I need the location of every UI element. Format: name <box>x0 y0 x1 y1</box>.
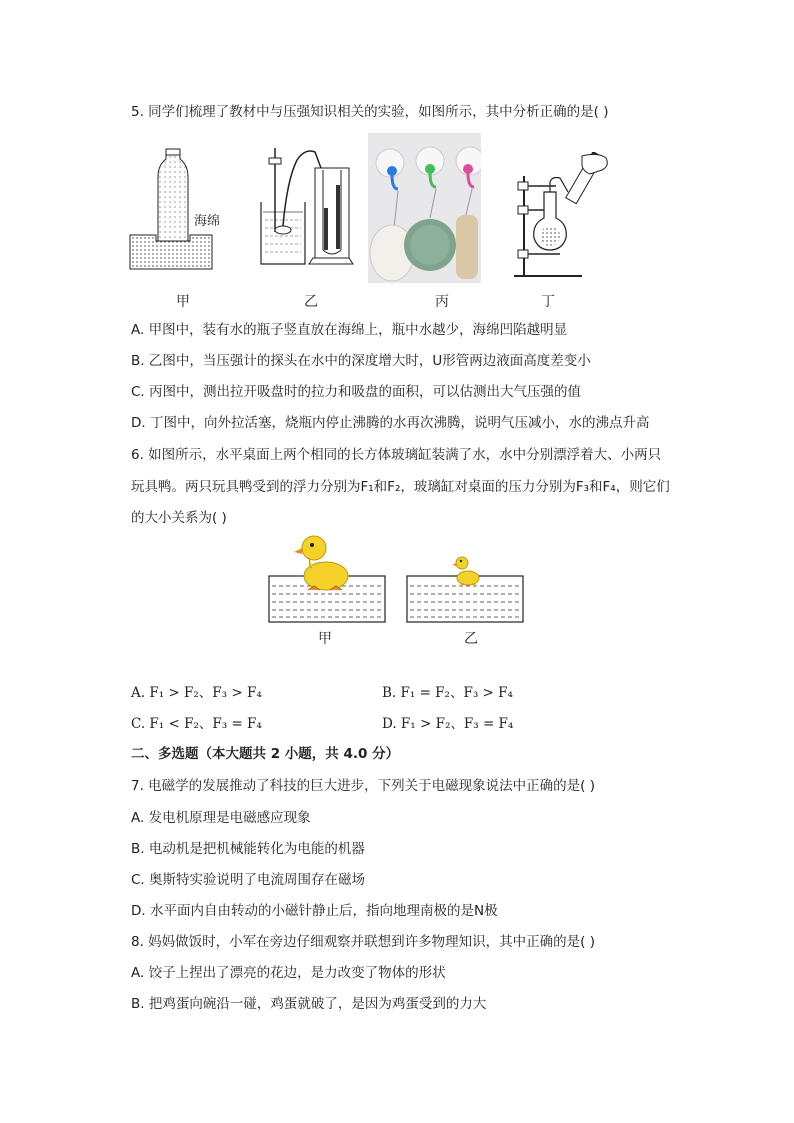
figure-q6-jia-large-duck-tank <box>268 532 388 624</box>
caption-jia: 甲 <box>176 294 190 310</box>
q6-stem-line2: 玩具鸭。两只玩具鸭受到的浮力分别为F₁和F₂，玻璃缸对桌面的压力分别为F₃和F₄，则它们 <box>131 479 670 495</box>
q7-option-d: D. 水平面内自由转动的小磁针静止后，指向地理南极的是N极 <box>131 903 498 919</box>
figure-q6-yi-small-duck-tank <box>406 552 526 624</box>
q6-option-b: B. F₁ = F₂、F₃ > F₄ <box>382 685 513 701</box>
q5-option-c: C. 丙图中，测出拉开吸盘时的拉力和吸盘的面积，可以估测出大气压强的值 <box>131 384 582 400</box>
q5-stem: 5. 同学们梳理了教材中与压强知识相关的实验，如图所示，其中分析正确的是( ) <box>131 104 609 120</box>
q5-option-d: D. 丁图中，向外拉活塞，烧瓶内停止沸腾的水再次沸腾，说明气压减小，水的沸点升高 <box>131 415 650 431</box>
figure-bing-suction-cups-photo <box>368 133 481 283</box>
q5-option-b: B. 乙图中，当压强计的探头在水中的深度增大时，U形管两边液面高度差变小 <box>131 353 591 369</box>
q8-option-a: A. 饺子上捏出了漂亮的花边，是力改变了物体的形状 <box>131 965 446 981</box>
figure-ding-flask-syringe <box>510 152 612 282</box>
q5-option-a: A. 甲图中，装有水的瓶子竖直放在海绵上，瓶中水越少，海绵凹陷越明显 <box>131 322 568 338</box>
q6-stem-line1: 6. 如图所示，水平桌面上两个相同的长方体玻璃缸装满了水，水中分别漂浮着大、小两只 <box>131 447 662 463</box>
q6-caption-jia: 甲 <box>318 631 332 647</box>
q6-stem-line3: 的大小关系为( ) <box>131 510 227 526</box>
figure-jia-bottle-on-sponge <box>128 145 228 273</box>
q7-option-b: B. 电动机是把机械能转化为电能的机器 <box>131 841 365 857</box>
sponge-label: 海绵 <box>194 212 220 232</box>
q6-caption-yi: 乙 <box>464 631 478 647</box>
q8-stem: 8. 妈妈做饭时，小军在旁边仔细观察并联想到许多物理知识，其中正确的是( ) <box>131 934 595 950</box>
caption-bing: 丙 <box>435 294 449 310</box>
q7-option-c: C. 奥斯特实验说明了电流周围存在磁场 <box>131 872 366 888</box>
caption-yi: 乙 <box>304 294 318 310</box>
q6-option-a: A. F₁ > F₂、F₃ > F₄ <box>131 685 262 701</box>
q7-stem: 7. 电磁学的发展推动了科技的巨大进步，下列关于电磁现象说法中正确的是( ) <box>131 778 595 794</box>
q7-option-a: A. 发电机原理是电磁感应现象 <box>131 810 311 826</box>
figure-yi-pressure-gauge <box>257 140 357 270</box>
q6-option-d: D. F₁ > F₂、F₃ = F₄ <box>382 716 514 732</box>
section-heading-multi-choice: 二、多选题（本大题共 2 小题，共 4.0 分） <box>131 746 400 762</box>
q6-option-c: C. F₁ < F₂、F₃ = F₄ <box>131 716 262 732</box>
caption-ding: 丁 <box>541 294 555 310</box>
q8-option-b: B. 把鸡蛋向碗沿一碰，鸡蛋就破了，是因为鸡蛋受到的力大 <box>131 996 487 1012</box>
